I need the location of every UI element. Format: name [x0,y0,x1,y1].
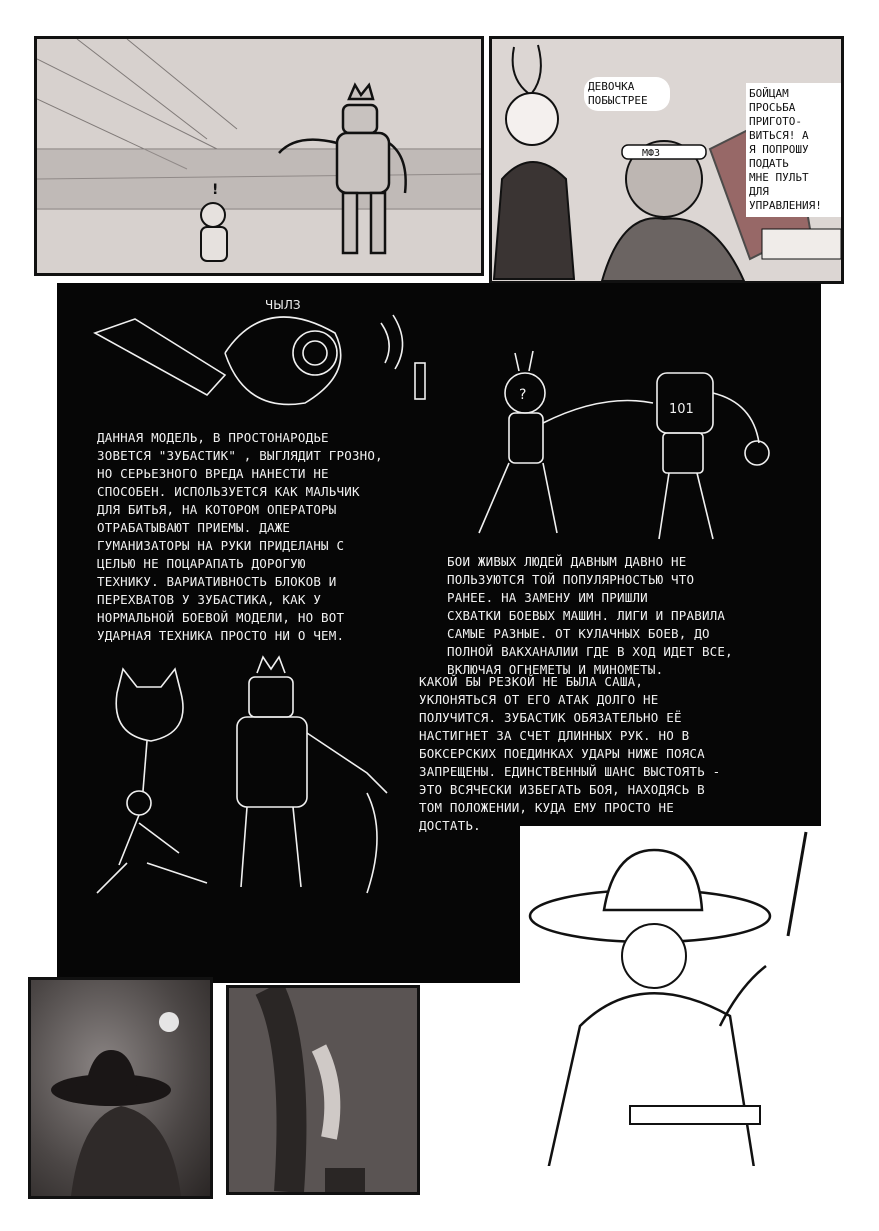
cowgirl-hat-illustration [31,980,210,1196]
cat-girl-robot-sketch [87,653,427,913]
cowgirl-knife-sketch [520,826,850,1206]
panel-hosts [489,36,844,284]
caption-sasha: КАКОЙ БЫ РЕЗКОЙ НЕ БЫЛА САША, УКЛОНЯТЬСЯ ОТ ЕГО АТАК ДОЛГО НЕ ПОЛУЧИТСЯ. ЗУБАСТИК ОБЯЗАТЕЛЬНО ЕЁ НАСТИГНЕТ ЗА СЧЕТ ДЛИННЫХ РУК. НО В БОКСЕРСКИХ ПОЕДИНКАХ УДАРЫ НИЖЕ ПОЯСА ЗАПРЕЩЕНЫ. ЕДИНСТВЕННЫЙ ШАНС ВЫСТОЯТЬ - ЭТО ВСЯЧЕСКИ ИЗБЕГАТЬ БОЯ, НАХОДЯСЬ В ТОМ ПОЛОЖЕНИИ, КУДА ЕМУ ПРОСТО НЕ ДОСТАТЬ. [419,674,721,833]
robots-fighting-sketch [457,343,787,543]
arena-sfx: ! [212,182,219,198]
caption-fights: БОИ ЖИВЫХ ЛЮДЕЙ ДАВНЫМ ДАВНО НЕ ПОЛЬЗУЮТСЯ ТОЙ ПОПУЛЯРНОСТЬЮ ЧТО РАНЕЕ. НА ЗАМЕНУ ИМ ПРИШЛИ СХВАТКИ БОЕВЫХ МАШИН. ЛИГИ И ПРАВИЛА САМЫЕ РАЗНЫЕ. ОТ КУЛАЧНЫХ БОЕВ, ДО ПОЛНОЙ ВАКХАНАЛИИ ГДЕ В ХОД ИДЕТ ВСЕ, ВКЛЮЧАЯ ОГНЕМЕТЫ И МИНОМЕТЫ. [447,554,733,677]
speech-bubble-host: БОЙЦАМ ПРОСЬБА ПРИГОТО- ВИТЬСЯ! А Я ПОПРОШУ ПОДАТЬ МНЕ ПУЛЬТ ДЛЯ УПРАВЛЕНИЯ! [746,83,844,217]
robot-arm-sketch [85,293,445,423]
panel-arena [34,36,484,276]
arena-scene-illustration [37,39,481,273]
robot-right-label: 101 [669,402,694,417]
caption-model: ДАННАЯ МОДЕЛЬ, В ПРОСТОНАРОДЬЕ ЗОВЕТСЯ "ЗУБАСТИК" , ВЫГЛЯДИТ ГРОЗНО, НО СЕРЬЕЗНОГО ВРЕДА НАНЕСТИ НЕ СПОСОБЕН. ИСПОЛЬЗУЕТСЯ КАК МАЛЬЧИК ДЛЯ БИТЬЯ, НА КОТОРОМ ОПЕРАТОРЫ ОТРАБАТЫВАЮТ ПРИЕМЫ. ДАЖЕ ГУМАНИЗАТОРЫ НА РУКИ ПРИДЕЛАНЫ С ЦЕЛЬЮ НЕ ПОЦАРАПАТЬ ДОРОГУЮ ТЕХНИКУ. ВАРИАТИВНОСТЬ БЛОКОВ И ПЕРЕХВАТОВ У ЗУБАСТИКА, КАК У НОРМАЛЬНОЙ БОЕВОЙ МОДЕЛИ, НО ВОТ УДАРНАЯ ТЕХНИКА ПРОСТО НИ О ЧЕМ. [97,430,383,643]
panel-bottom-middle [226,985,420,1195]
speech-bubble-girl: ДЕВОЧКА ПОБЫСТРЕЕ [584,77,670,111]
sketch-sfx: ЧЫЛЗ [265,298,301,312]
panel-bottom-left [28,977,213,1199]
robot-left-label: ? [519,387,527,403]
hand-close-up-illustration [229,988,417,1192]
host-cap-text: МФЗ [642,148,661,159]
cat-balloon-icon [116,669,183,741]
